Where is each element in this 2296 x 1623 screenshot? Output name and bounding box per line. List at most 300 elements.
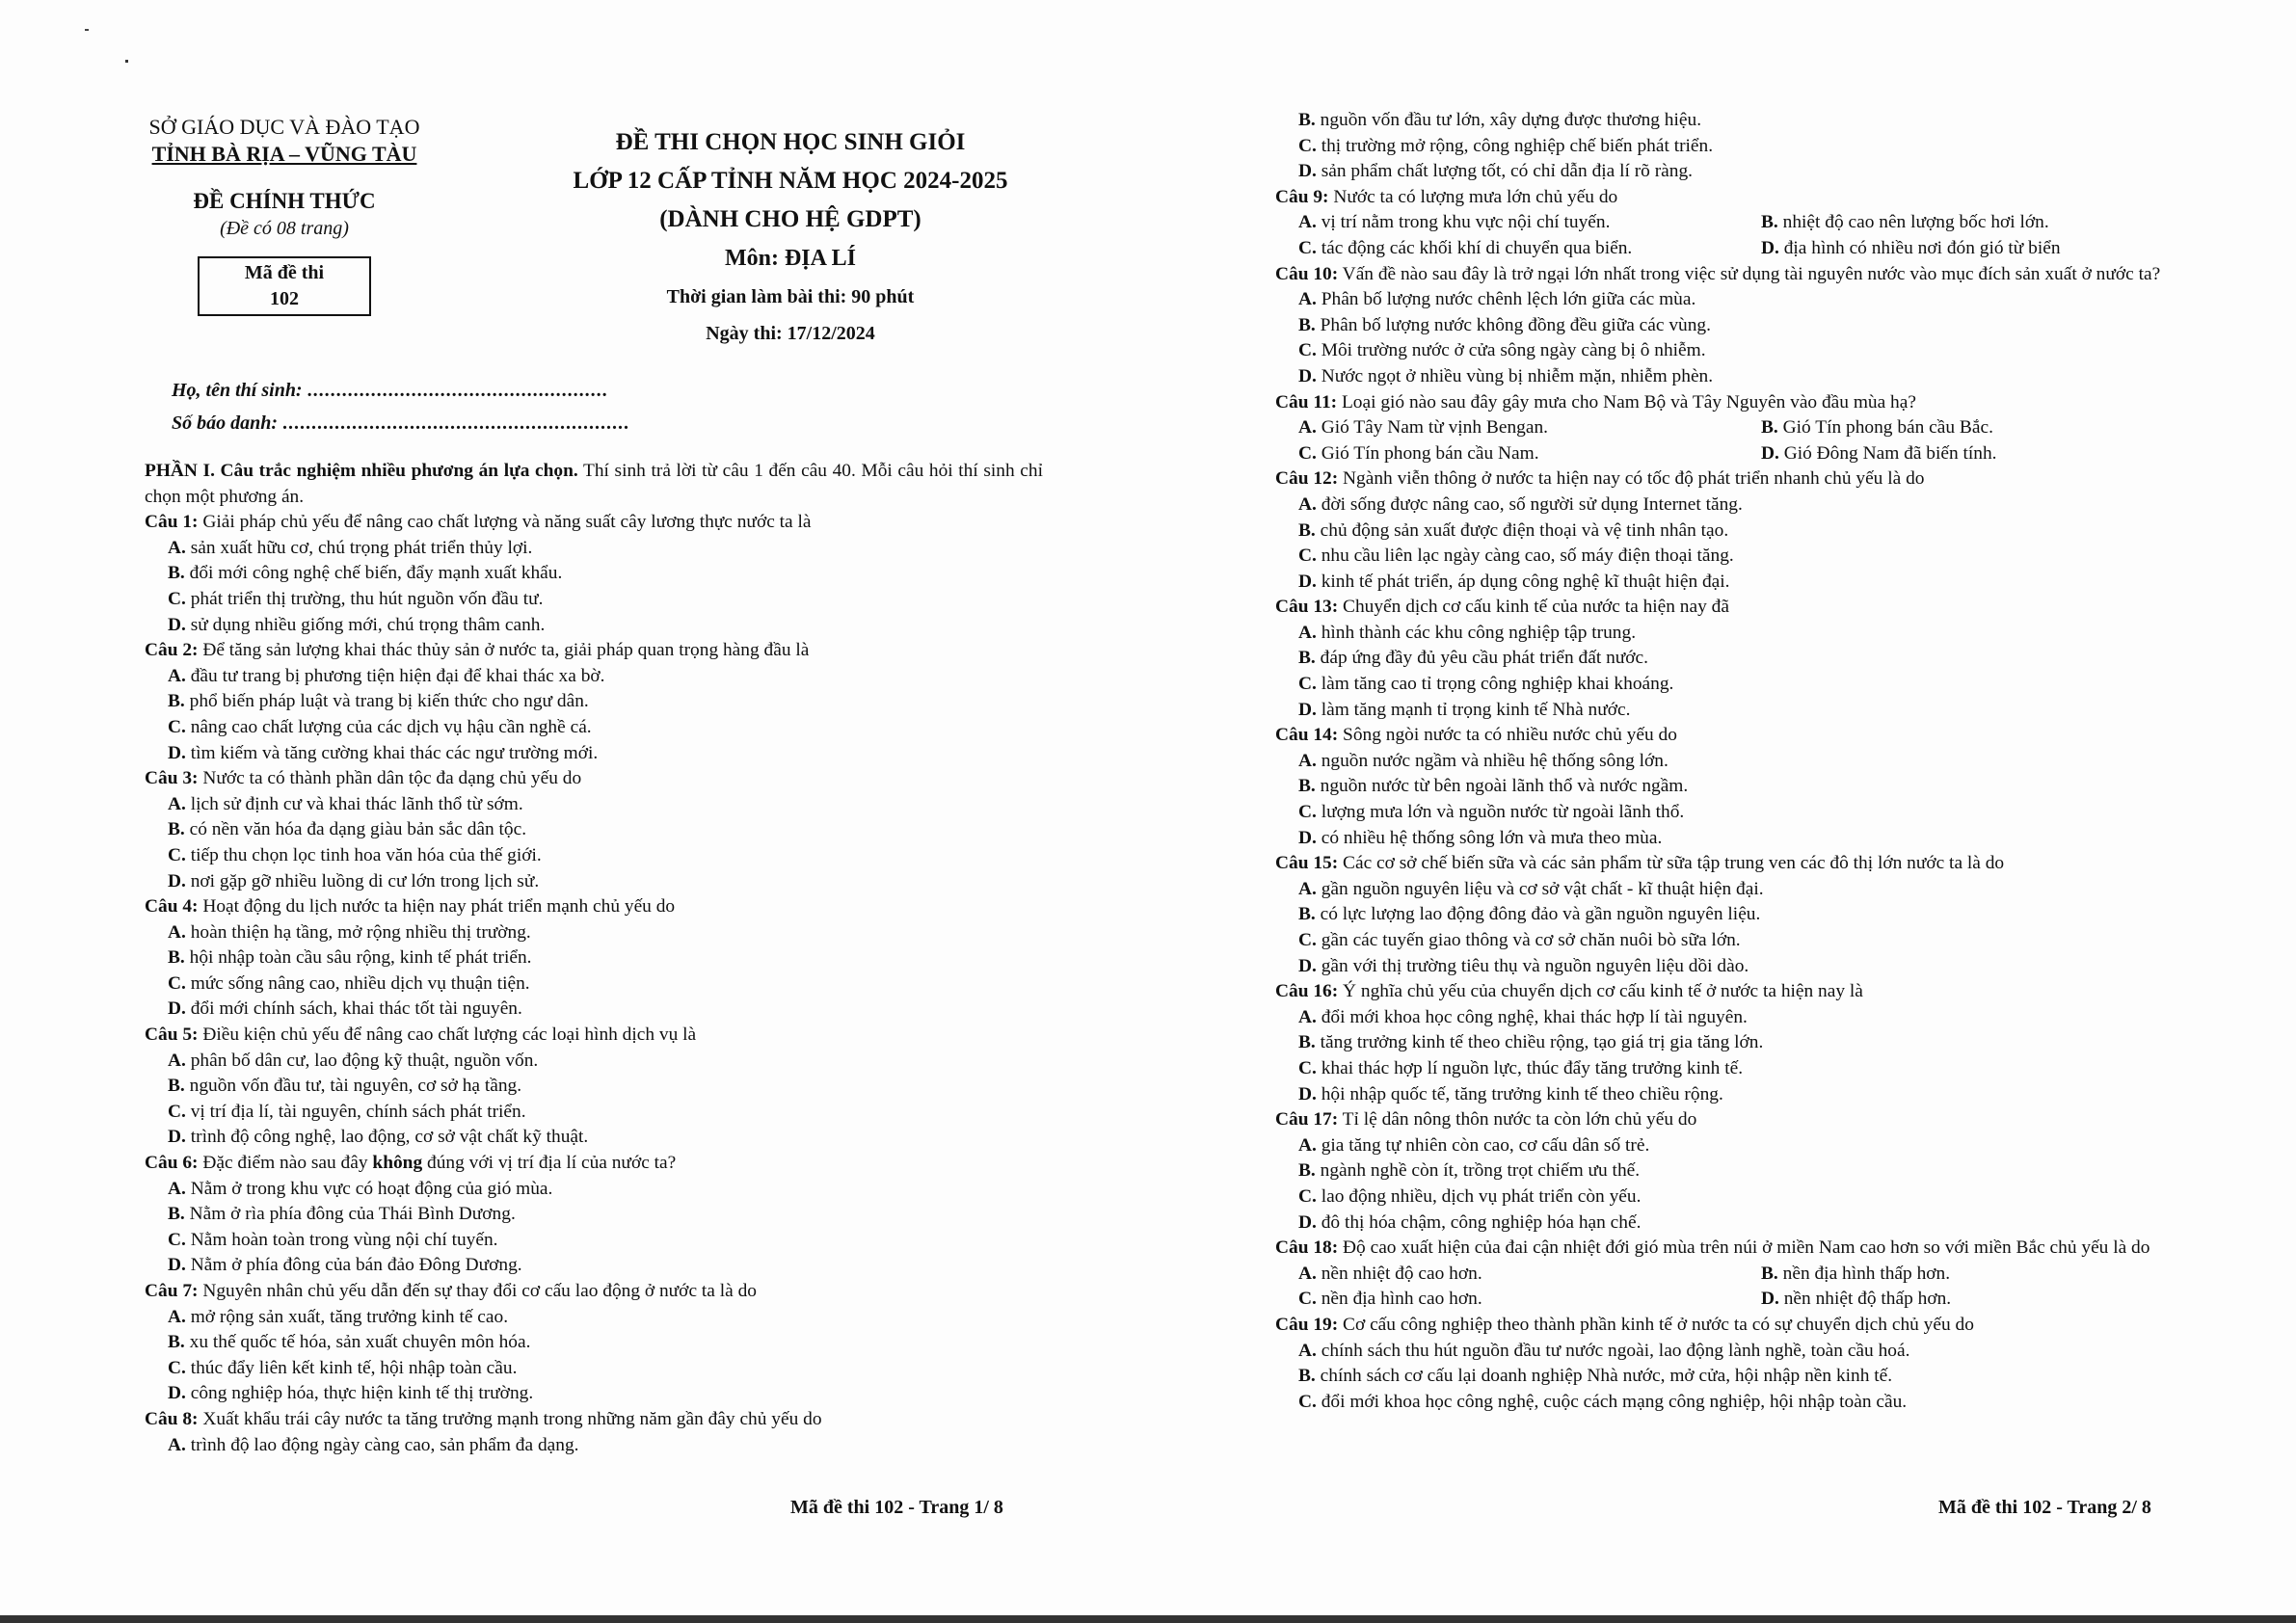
exam-code-label: Mã đề thi — [244, 262, 325, 283]
option-c — [1275, 928, 2183, 954]
option-text: hình thành các khu công nghiệp tập trung. — [1321, 622, 1637, 643]
option-d — [1275, 570, 2183, 596]
option-text: đổi mới khoa học công nghệ, khai thác hợp lí tài nguyên. — [1321, 1006, 1748, 1027]
option-text: đời sống được nâng cao, số người sử dụng Internet tăng. — [1321, 493, 1743, 515]
option-a — [145, 1433, 1043, 1459]
candidate-name-line — [172, 374, 629, 407]
option-b — [1275, 1030, 2183, 1056]
option-text: trình độ công nghệ, lao động, cơ sở vật chất kỹ thuật. — [190, 1127, 589, 1148]
option-c — [1275, 800, 2183, 826]
option-text: tiếp thu chọn lọc tinh hoa văn hóa của thế giới. — [190, 844, 542, 865]
question-text: Nước ta có thành phần dân tộc đa dạng chủ yếu do — [198, 768, 582, 789]
option-text: gần các tuyến giao thông và cơ sở chăn nuôi bò sữa lớn. — [1321, 930, 1741, 950]
option-letter: A. — [1298, 750, 1317, 771]
option-c — [1298, 1287, 1761, 1313]
option-text: Gió Đông Nam đã biến tính. — [1783, 442, 1997, 464]
part-1-instruction: Thí sinh trả lời từ câu 1 đến câu 40. Mỗi câu hỏi thí sinh chỉ chọn một phương án. — [145, 461, 1043, 507]
option-text: mở rộng sản xuất, tăng trưởng kinh tế cao. — [190, 1306, 509, 1327]
option-text: gia tăng tự nhiên còn cao, cơ cấu dân số trẻ. — [1321, 1134, 1650, 1156]
option-c — [1275, 672, 2183, 698]
question-1 — [145, 510, 1043, 536]
option-letter: B. — [1298, 904, 1316, 925]
option-b — [145, 1202, 1043, 1228]
question-label: Câu 7: — [145, 1281, 199, 1301]
option-text: chính sách cơ cấu lại doanh nghiệp Nhà nước, mở cửa, hội nhập nền kinh tế. — [1320, 1366, 1893, 1387]
option-letter: D. — [1298, 571, 1317, 592]
option-text: lao động nhiều, dịch vụ phát triển còn yếu. — [1321, 1185, 1642, 1207]
option-a — [1275, 492, 2183, 519]
option-text: hoàn thiện hạ tầng, mở rộng nhiều thị trường. — [190, 921, 531, 943]
option-text: nền nhiệt độ cao hơn. — [1321, 1263, 1482, 1284]
option-letter: A. — [1298, 1134, 1317, 1156]
option-letter: C. — [1298, 1289, 1317, 1310]
part-1-title: PHẦN I. Câu trắc nghiệm nhiều phương án lựa chọn. — [145, 461, 578, 481]
option-text: nguồn nước ngầm và nhiều hệ thống sông lớn. — [1321, 750, 1669, 771]
option-b — [1275, 1364, 2183, 1390]
option-text: nguồn vốn đầu tư lớn, xây dựng được thương hiệu. — [1320, 110, 1702, 130]
option-b — [1275, 108, 2183, 134]
option-b — [1275, 774, 2183, 800]
option-b — [1275, 1158, 2183, 1184]
question-9 — [1275, 185, 2183, 211]
option-b — [1761, 1262, 1950, 1288]
option-letter: D. — [1298, 1211, 1317, 1233]
page-footer: Mã đề thi 102 - Trang 2/ 8 — [1938, 1497, 2151, 1518]
question-label: Câu 17: — [1275, 1109, 1339, 1131]
option-text: Gió Tây Nam từ vịnh Bengan. — [1321, 417, 1548, 439]
exam-date: Ngày thi: 17/12/2024 — [706, 323, 875, 344]
option-d — [145, 1125, 1043, 1151]
option-text: lịch sử định cư và khai thác lãnh thổ từ sớm. — [190, 793, 523, 814]
option-b — [145, 689, 1043, 715]
official-label: ĐỀ CHÍNH THỨC — [193, 189, 376, 213]
exam-title: ĐỀ THI CHỌN HỌC SINH GIỎI — [615, 129, 966, 155]
option-text: nguồn vốn đầu tư, tài nguyên, cơ sở hạ tầng. — [189, 1076, 522, 1097]
question-13 — [1275, 595, 2183, 621]
option-letter: B. — [1761, 1263, 1778, 1284]
option-letter: B. — [168, 947, 185, 969]
option-letter: C. — [1298, 237, 1317, 258]
question-text: Chuyển dịch cơ cấu kinh tế của nước ta hiện nay đã — [1338, 597, 1729, 618]
question-3 — [145, 766, 1043, 792]
candidate-name-dots: .................................................... — [307, 380, 608, 401]
option-text: nguồn nước từ bên ngoài lãnh thổ và nước ngầm. — [1320, 776, 1689, 797]
option-text: có lực lượng lao động đông đảo và gần nguồn nguyên liệu. — [1320, 904, 1761, 925]
exam-time: Thời gian làm bài thi: 90 phút — [666, 286, 915, 307]
question-12 — [1275, 466, 2183, 492]
question-text: Hoạt động du lịch nước ta hiện nay phát triển mạnh chủ yếu do — [198, 896, 676, 918]
option-letter: B. — [168, 1076, 185, 1097]
option-d — [1275, 954, 2183, 980]
option-letter: A. — [1298, 622, 1317, 643]
option-letter: C. — [168, 1357, 186, 1378]
option-letter: C. — [1298, 674, 1317, 695]
option-text: Nằm hoàn toàn trong vùng nội chí tuyến. — [190, 1229, 498, 1250]
option-text: Gió Tín phong bán cầu Nam. — [1321, 442, 1539, 464]
option-text: tìm kiếm và tăng cường khai thác các ngư trường mới. — [190, 742, 599, 763]
option-a — [1275, 1005, 2183, 1031]
option-a — [1275, 287, 2183, 313]
option-letter: D. — [1761, 237, 1779, 258]
option-letter: D. — [168, 998, 186, 1020]
part-1-heading — [145, 459, 1043, 510]
question-text: Cơ cấu công nghiệp theo thành phần kinh tế ở nước ta có sự chuyển dịch chủ yếu do — [1338, 1314, 1974, 1335]
option-letter: D. — [168, 742, 186, 763]
option-text: nhiệt độ cao nên lượng bốc hơi lớn. — [1782, 212, 2049, 233]
option-text: sản xuất hữu cơ, chú trọng phát triển thủy lợi. — [190, 537, 533, 558]
option-a — [1275, 621, 2183, 647]
option-letter: A. — [168, 665, 186, 686]
option-text: nền địa hình cao hơn. — [1321, 1289, 1482, 1310]
option-text: Gió Tín phong bán cầu Bắc. — [1782, 417, 1993, 439]
option-letter: A. — [1298, 1263, 1317, 1284]
question-7 — [145, 1279, 1043, 1305]
option-letter: A. — [168, 1434, 186, 1455]
option-letter: D. — [168, 1255, 186, 1276]
question-text: Nguyên nhân chủ yếu dẫn đến sự thay đổi cơ cấu lao động ở nước ta là do — [198, 1281, 757, 1301]
option-text: vị trí nằm trong khu vực nội chí tuyến. — [1321, 212, 1611, 233]
option-text: nền địa hình thấp hơn. — [1782, 1263, 1951, 1284]
option-text: Nước ngọt ở nhiều vùng bị nhiễm mặn, nhiễm phèn. — [1321, 365, 1714, 386]
exam-title-block — [540, 123, 1041, 351]
option-letter: D. — [1761, 1289, 1779, 1310]
option-b — [145, 1330, 1043, 1356]
option-row — [1275, 1262, 2183, 1288]
question-text: Nước ta có lượng mưa lớn chủ yếu do — [1328, 186, 1618, 207]
option-letter: B. — [1298, 776, 1316, 797]
option-letter: C. — [1298, 442, 1317, 464]
option-letter: A. — [168, 1306, 186, 1327]
option-b — [1275, 313, 2183, 339]
option-d — [1275, 698, 2183, 724]
option-text: làm tăng mạnh tỉ trọng kinh tế Nhà nước. — [1321, 699, 1631, 720]
option-letter: A. — [168, 537, 186, 558]
question-label: Câu 19: — [1275, 1314, 1339, 1335]
exam-code-box — [198, 256, 371, 316]
option-letter: B. — [1298, 1032, 1316, 1053]
option-d — [1275, 159, 2183, 185]
question-15 — [1275, 851, 2183, 877]
option-text: đầu tư trang bị phương tiện hiện đại để khai thác xa bờ. — [190, 665, 605, 686]
question-label: Câu 6: — [145, 1153, 199, 1174]
option-text: có nền văn hóa đa dạng giàu bản sắc dân tộc. — [189, 819, 527, 840]
option-a — [1275, 749, 2183, 775]
option-d — [145, 1253, 1043, 1279]
question-5 — [145, 1023, 1043, 1049]
option-text: có nhiều hệ thống sông lớn và mưa theo mùa. — [1321, 827, 1663, 848]
candidate-info — [172, 374, 629, 439]
question-emphasis: không — [372, 1153, 423, 1174]
question-text: Tỉ lệ dân nông thôn nước ta còn lớn chủ yếu do — [1338, 1109, 1697, 1131]
issuer-block — [135, 114, 434, 316]
option-letter: C. — [1298, 930, 1317, 950]
option-letter: C. — [1298, 1057, 1317, 1078]
option-letter: A. — [1298, 212, 1317, 233]
option-letter: D. — [1298, 827, 1317, 848]
question-19 — [1275, 1313, 2183, 1339]
option-text: gần với thị trường tiêu thụ và nguồn nguyên liệu dồi dào. — [1321, 955, 1749, 976]
candidate-id-dots: ............................................................ — [282, 412, 630, 434]
question-label: Câu 15: — [1275, 853, 1339, 874]
option-text: Môi trường nước ở cửa sông ngày càng bị ô nhiễm. — [1321, 340, 1706, 361]
question-label: Câu 9: — [1275, 186, 1329, 207]
option-text: hội nhập quốc tế, tăng trưởng kinh tế theo chiều rộng. — [1321, 1083, 1723, 1104]
option-letter: B. — [1298, 314, 1316, 335]
option-a — [145, 1177, 1043, 1203]
question-label: Câu 4: — [145, 896, 199, 918]
option-text: chính sách thu hút nguồn đầu tư nước ngoài, lao động lành nghề, toàn cầu hoá. — [1321, 1340, 1910, 1361]
option-text: nâng cao chất lượng của các dịch vụ hậu cần nghề cá. — [190, 716, 592, 737]
page-footer: Mã đề thi 102 - Trang 1/ 8 — [790, 1497, 1003, 1518]
option-letter: B. — [1761, 417, 1778, 439]
option-text: Phân bố lượng nước chênh lệch lớn giữa các mùa. — [1321, 289, 1696, 310]
option-text: vị trí địa lí, tài nguyên, chính sách phát triển. — [190, 1101, 526, 1122]
option-text: phân bố dân cư, lao động kỹ thuật, nguồn vốn. — [190, 1050, 539, 1071]
option-letter: A. — [168, 1178, 186, 1199]
question-label: Câu 2: — [145, 640, 199, 661]
option-text: gần nguồn nguyên liệu và cơ sở vật chất - kĩ thuật hiện đại. — [1321, 878, 1764, 899]
option-letter: C. — [168, 844, 186, 865]
option-a — [1298, 415, 1761, 441]
question-text: Các cơ sở chế biến sữa và các sản phẩm từ sữa tập trung ven các đô thị lớn nước ta là do — [1338, 853, 2005, 874]
question-label: Câu 11: — [1275, 391, 1338, 412]
questions-column-1 — [145, 459, 1043, 1458]
option-letter: D. — [1298, 161, 1317, 182]
option-text: đáp ứng đầy đủ yêu cầu phát triển đất nước. — [1320, 648, 1648, 669]
option-c — [1275, 544, 2183, 570]
candidate-id-line — [172, 407, 629, 439]
option-letter: B. — [168, 1204, 185, 1225]
option-letter: B. — [1298, 1160, 1316, 1182]
question-text: Để tăng sản lượng khai thác thủy sản ở nước ta, giải pháp quan trọng hàng đầu là — [198, 640, 810, 661]
option-a — [1298, 210, 1761, 236]
question-8 — [145, 1407, 1043, 1433]
option-letter: A. — [168, 921, 186, 943]
option-text: kinh tế phát triển, áp dụng công nghệ kĩ thuật hiện đại. — [1321, 571, 1730, 592]
option-letter: A. — [168, 793, 186, 814]
option-text: nơi gặp gỡ nhiều luồng di cư lớn trong lịch sử. — [190, 870, 540, 891]
option-text: sử dụng nhiều giống mới, chú trọng thâm canh. — [190, 614, 546, 635]
option-letter: D. — [1298, 365, 1317, 386]
option-c — [145, 587, 1043, 613]
option-letter: C. — [168, 588, 186, 609]
question-label: Câu 5: — [145, 1024, 199, 1046]
question-6 — [145, 1151, 1043, 1177]
option-row — [1275, 1287, 2183, 1313]
question-label: Câu 18: — [1275, 1237, 1339, 1259]
option-c — [1298, 441, 1761, 467]
option-text: tác động các khối khí di chuyển qua biển. — [1321, 237, 1633, 258]
option-d — [145, 869, 1043, 895]
option-b — [145, 561, 1043, 587]
question-label: Câu 13: — [1275, 597, 1339, 618]
option-letter: C. — [1298, 1391, 1317, 1412]
option-d — [145, 613, 1043, 639]
option-a — [145, 664, 1043, 690]
option-b — [1761, 415, 1993, 441]
option-text: chủ động sản xuất được điện thoại và vệ tinh nhân tạo. — [1320, 519, 1729, 541]
option-letter: D. — [168, 1127, 186, 1148]
option-letter: B. — [168, 691, 185, 712]
option-text: Nằm ở trong khu vực có hoạt động của gió mùa. — [190, 1178, 553, 1199]
option-letter: A. — [1298, 1340, 1317, 1361]
option-text: trình độ lao động ngày càng cao, sản phẩm đa dạng. — [190, 1434, 579, 1455]
option-a — [145, 920, 1043, 946]
question-11 — [1275, 390, 2183, 416]
question-text: Giải pháp chủ yếu để nâng cao chất lượng và năng suất cây lương thực nước ta là — [198, 512, 812, 533]
option-letter: C. — [168, 716, 186, 737]
option-letter: D. — [168, 1383, 186, 1404]
option-text: thị trường mở rộng, công nghiệp chế biến phát triển. — [1321, 135, 1714, 156]
option-a — [145, 1305, 1043, 1331]
option-letter: A. — [1298, 1006, 1317, 1027]
option-text: khai thác hợp lí nguồn lực, thúc đẩy tăng trưởng kinh tế. — [1321, 1057, 1744, 1078]
candidate-id-label: Số báo danh: — [172, 412, 279, 434]
option-text: Phân bố lượng nước không đồng đều giữa các vùng. — [1320, 314, 1711, 335]
option-a — [145, 536, 1043, 562]
option-d — [1275, 1082, 2183, 1108]
option-row — [1275, 210, 2183, 236]
option-text: đô thị hóa chậm, công nghiệp hóa hạn chế. — [1321, 1211, 1642, 1233]
option-d — [1761, 1287, 1951, 1313]
exam-grade: LỚP 12 CẤP TỈNH NĂM HỌC 2024-2025 — [573, 168, 1008, 194]
option-letter: A. — [168, 1050, 186, 1071]
option-letter: D. — [168, 870, 186, 891]
question-18 — [1275, 1236, 2183, 1262]
option-letter: D. — [1761, 442, 1779, 464]
option-b — [145, 945, 1043, 971]
province-name: TỈNH BÀ RỊA – VŨNG TÀU — [151, 142, 417, 166]
option-b — [145, 817, 1043, 843]
option-d — [1275, 364, 2183, 390]
option-letter: C. — [1298, 1185, 1317, 1207]
question-text: Điều kiện chủ yếu để nâng cao chất lượng các loại hình dịch vụ là — [198, 1024, 697, 1046]
option-c — [145, 1228, 1043, 1254]
option-a — [145, 792, 1043, 818]
option-text: làm tăng cao tỉ trọng công nghiệp khai khoáng. — [1321, 674, 1674, 695]
page-2 — [1148, 0, 2296, 1623]
option-c — [145, 843, 1043, 869]
option-text: công nghiệp hóa, thực hiện kinh tế thị trường. — [190, 1383, 534, 1404]
exam-code: 102 — [270, 288, 299, 309]
option-letter: B. — [1298, 648, 1316, 669]
question-text: Đặc điểm nào sau đây — [198, 1153, 373, 1174]
option-d — [145, 1381, 1043, 1407]
option-letter: B. — [168, 563, 185, 584]
option-letter: C. — [1298, 802, 1317, 823]
option-row — [1275, 441, 2183, 467]
question-14 — [1275, 723, 2183, 749]
option-b — [145, 1074, 1043, 1100]
option-text: địa hình có nhiều nơi đón gió từ biển — [1783, 237, 2061, 258]
option-letter: D. — [1298, 699, 1317, 720]
option-row — [1275, 415, 2183, 441]
option-d — [1761, 236, 2061, 262]
option-c — [145, 1100, 1043, 1126]
question-label: Câu 14: — [1275, 725, 1339, 746]
option-text: hội nhập toàn cầu sâu rộng, kinh tế phát triển. — [189, 947, 532, 969]
question-label: Câu 16: — [1275, 981, 1339, 1002]
question-label: Câu 10: — [1275, 263, 1339, 284]
option-text: lượng mưa lớn và nguồn nước từ ngoài lãnh thổ. — [1321, 802, 1685, 823]
questions-column-2 — [1275, 108, 2183, 1415]
pages-note: (Đề có 08 trang) — [220, 218, 349, 239]
option-text: tăng trưởng kinh tế theo chiều rộng, tạo giá trị gia tăng lớn. — [1320, 1032, 1764, 1053]
question-text: Sông ngòi nước ta có nhiều nước chủ yếu do — [1338, 725, 1677, 746]
option-letter: D. — [168, 614, 186, 635]
option-letter: C. — [168, 1101, 186, 1122]
option-letter: C. — [1298, 545, 1317, 567]
option-letter: A. — [1298, 417, 1317, 439]
question-text: Ý nghĩa chủ yếu của chuyển dịch cơ cấu kinh tế ở nước ta hiện nay là — [1338, 981, 1863, 1002]
option-text: đổi mới công nghệ chế biến, đẩy mạnh xuất khẩu. — [189, 563, 563, 584]
option-text: thúc đẩy liên kết kinh tế, hội nhập toàn cầu. — [190, 1357, 518, 1378]
option-text: mức sống nâng cao, nhiều dịch vụ thuận tiện. — [190, 972, 530, 994]
question-label: Câu 1: — [145, 512, 199, 533]
option-letter: B. — [1298, 1366, 1316, 1387]
option-d — [1275, 1211, 2183, 1237]
option-letter: D. — [1298, 955, 1317, 976]
option-b — [1275, 902, 2183, 928]
option-a — [1275, 1133, 2183, 1159]
question-4 — [145, 894, 1043, 920]
option-letter: B. — [168, 1332, 185, 1353]
option-c — [1275, 1184, 2183, 1211]
option-letter: A. — [1298, 878, 1317, 899]
option-b — [1275, 646, 2183, 672]
option-text: nhu cầu liên lạc ngày càng cao, số máy điện thoại tăng. — [1321, 545, 1734, 567]
exam-system: (DÀNH CHO HỆ GDPT) — [659, 206, 921, 232]
question-text: Vấn đề nào sau đây là trở ngại lớn nhất trong việc sử dụng tài nguyên nước vào mục đích sản xuất ở nước ta? — [1338, 263, 2161, 284]
option-c — [1275, 1056, 2183, 1082]
question-text: đúng với vị trí địa lí của nước ta? — [422, 1153, 677, 1174]
option-a — [1298, 1262, 1761, 1288]
option-a — [1275, 877, 2183, 903]
dept-name: SỞ GIÁO DỤC VÀ ĐÀO TẠO — [148, 115, 420, 139]
option-row — [1275, 236, 2183, 262]
option-text: nền nhiệt độ thấp hơn. — [1783, 1289, 1952, 1310]
option-c — [145, 715, 1043, 741]
scan-edge — [0, 1615, 2296, 1623]
option-letter: C. — [168, 1229, 186, 1250]
option-text: Nằm ở rìa phía đông của Thái Bình Dương. — [189, 1204, 516, 1225]
option-text: đổi mới chính sách, khai thác tốt tài nguyên. — [190, 998, 522, 1020]
option-letter: C. — [1298, 135, 1317, 156]
question-10 — [1275, 262, 2183, 288]
option-text: sản phẩm chất lượng tốt, có chỉ dẫn địa lí rõ ràng. — [1321, 161, 1694, 182]
question-text: Ngành viễn thông ở nước ta hiện nay có tốc độ phát triển nhanh chủ yếu là do — [1338, 468, 1925, 490]
option-c — [1298, 236, 1761, 262]
option-d — [145, 997, 1043, 1023]
option-d — [145, 741, 1043, 767]
option-b — [1275, 519, 2183, 545]
question-text: Loại gió nào sau đây gây mưa cho Nam Bộ và Tây Nguyên vào đầu mùa hạ? — [1337, 391, 1916, 412]
option-c — [1275, 1390, 2183, 1416]
option-d — [1761, 441, 1997, 467]
option-text: ngành nghề còn ít, trồng trọt chiếm ưu thế. — [1320, 1160, 1641, 1182]
option-letter: C. — [1298, 340, 1317, 361]
option-text: phát triển thị trường, thu hút nguồn vốn đầu tư. — [190, 588, 544, 609]
candidate-name-label: Họ, tên thí sinh: — [172, 380, 303, 401]
option-text: Nằm ở phía đông của bán đảo Đông Dương. — [190, 1255, 522, 1276]
option-b — [1761, 210, 2049, 236]
option-letter: A. — [1298, 493, 1317, 515]
option-text: đổi mới khoa học công nghệ, cuộc cách mạng công nghiệp, hội nhập toàn cầu. — [1321, 1391, 1908, 1412]
option-a — [1275, 1339, 2183, 1365]
question-text: Độ cao xuất hiện của đai cận nhiệt đới gió mùa trên núi ở miền Nam cao hơn so với miền Bắc chủ yếu là do — [1338, 1237, 2150, 1259]
option-letter: B. — [1298, 110, 1316, 130]
question-label: Câu 12: — [1275, 468, 1339, 490]
